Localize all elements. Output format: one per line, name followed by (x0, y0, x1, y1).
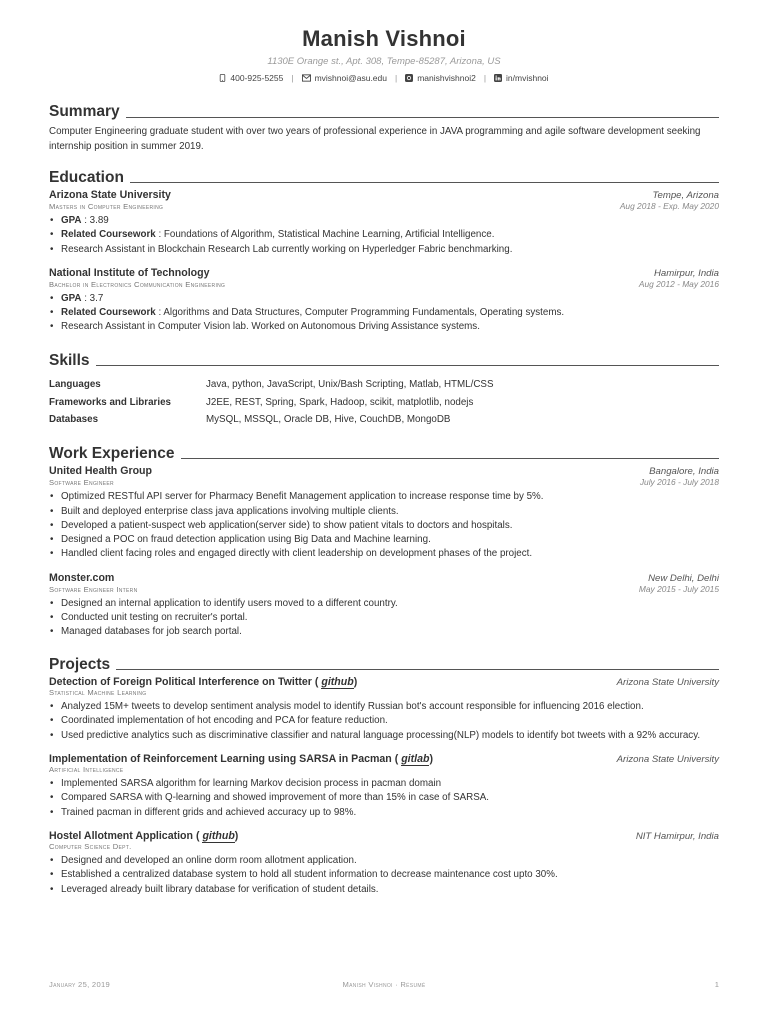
contact-separator: | (483, 73, 487, 83)
section-title: Projects (49, 655, 111, 673)
location: Tempe, Arizona (652, 190, 719, 201)
contact-github[interactable] (405, 73, 476, 83)
work-entry (49, 465, 719, 561)
list-item: • Research Assistant in Computer Vision lab. Worked on Autonomous Driving Assistance systems. (49, 320, 719, 334)
skills-table (49, 376, 719, 429)
list-item: • Designed a POC on fraud detection application using Big Data and Machine learning. (49, 533, 719, 547)
list-item: • Designed an internal application to identify users moved to a different country. (49, 597, 719, 611)
contact-bar (49, 73, 719, 83)
contact-separator: | (291, 73, 294, 83)
company: Monster.com (49, 571, 115, 584)
section-work-heading (49, 446, 719, 462)
project-course: Artificial Intelligence (49, 765, 124, 775)
education-entry (49, 189, 719, 257)
section-rule (126, 117, 719, 118)
job-title: Software Engineer Intern (49, 584, 138, 594)
date-range: May 2015 - July 2015 (638, 583, 719, 594)
section-projects-heading (49, 657, 719, 673)
company: United Health Group (49, 465, 152, 478)
section-rule (130, 182, 719, 183)
section-rule (181, 458, 720, 459)
skill-row: Languages Java, python, JavaScript, Unix/Bash Scripting, Matlab, HTML/CSS (49, 379, 494, 391)
gitlab-link[interactable]: gitlab (401, 753, 430, 766)
phone-icon (219, 74, 226, 82)
resume-page (49, 0, 719, 897)
github-text: manishvishnoi2 (417, 73, 476, 83)
contact-separator: | (395, 73, 398, 83)
contact-email[interactable] (302, 73, 387, 83)
date-range: Aug 2018 - Exp. May 2020 (619, 201, 719, 211)
list-item: • GPA : 3.7 (49, 292, 719, 306)
github-link[interactable]: github (202, 829, 235, 842)
education-entry (49, 267, 719, 335)
linkedin-text: in/mvishnoi (506, 73, 549, 83)
list-item: • Leveraged already built library database for verification of student details. (49, 883, 719, 897)
list-item: • Managed databases for job search portal. (49, 625, 719, 639)
project-course: Statistical Machine Learning (49, 688, 147, 698)
project-entry (49, 830, 719, 897)
list-item: • Optimized RESTful API server for Pharmacy Benefit Management application to increase response time by 5%. (49, 490, 719, 504)
page-number: 1 (714, 980, 719, 989)
section-education-heading (49, 170, 719, 186)
list-item: • Trained pacman in different grids and achieved accuracy up to 98%. (49, 806, 719, 820)
contact-phone[interactable] (219, 73, 283, 83)
list-item: • Implemented SARSA algorithm for learning Markov decision process in pacman domain (49, 777, 719, 791)
project-entry (49, 753, 719, 820)
footer-date: January 25, 2019 (49, 980, 111, 989)
location: Hamirpur, India (653, 267, 719, 279)
section-summary-heading (49, 104, 719, 120)
section-title: Work Experience (49, 444, 175, 462)
location: Arizona State University (616, 754, 719, 766)
work-entry (49, 572, 719, 640)
list-item: • Established a centralized database system to hold all student information to decrease maintenance cost upto 30%. (49, 868, 719, 882)
section-title: Skills (49, 351, 90, 369)
project-title: Implementation of Reinforcement Learning using SARSA in Pacman ( gitlab) (49, 753, 433, 766)
email-text: mvishnoi@asu.edu (314, 73, 387, 83)
section-title: Summary (49, 103, 120, 120)
list-item: • Analyzed 15M+ tweets to develop sentiment analysis model to identify Russian bot's account responsible for influencing 2016 election. (49, 700, 719, 714)
list-item: • Developed a patient-suspect web application(server side) to show patient vitals to doctors and hospitals. (49, 519, 719, 533)
location: NIT Hamirpur, India (635, 830, 719, 842)
degree: Masters in Computer Engineering (49, 202, 164, 211)
footer-title: Manish Vishnoi · Résumé (342, 980, 426, 989)
list-item: • Research Assistant in Blockchain Research Lab currently working on Hyperledger Fabric benchmarking. (49, 243, 719, 257)
location: Bangalore, India (649, 466, 719, 478)
project-title: Hostel Allotment Application ( github) (49, 829, 239, 842)
institution: Arizona State University (49, 189, 171, 201)
list-item: • Coordinated implementation of hot encoding and PCA for feature reduction. (49, 714, 719, 728)
github-icon (405, 74, 413, 82)
section-rule (96, 365, 720, 366)
list-item: • Conducted unit testing on recruiter's portal. (49, 611, 719, 625)
section-skills-heading (49, 353, 719, 369)
github-link[interactable]: github (321, 676, 354, 689)
project-title: Detection of Foreign Political Interference on Twitter ( github) (49, 676, 358, 689)
project-course: Computer Science Dept. (49, 841, 132, 851)
job-title: Software Engineer (49, 478, 114, 488)
skill-row: Frameworks and Libraries J2EE, REST, Spring, Spark, Hadoop, scikit, matplotlib, nodejs (49, 396, 474, 408)
section-rule (116, 669, 719, 670)
list-item: • Compared SARSA with Q-learning and showed improvement of more than 15% in case of SARSA. (49, 791, 719, 805)
list-item: • Used predictive analytics such as discriminative classifier and natural language processing(NLP) models to identify bot tweets with a 92% accuracy. (49, 729, 719, 743)
summary-text: Computer Engineering graduate student with over two years of professional experience in JAVA programming and agile software development seeking internship position in summer 2019. (49, 125, 701, 152)
project-entry (49, 676, 719, 743)
list-item: • Handled client facing roles and engaged directly with client leadership on development phases of the project. (49, 547, 719, 561)
linkedin-icon (494, 74, 502, 82)
address: 1130E Orange st., Apt. 308, Tempe-85287, Arizona, US (267, 56, 501, 67)
list-item: • Related Coursework : Algorithms and Data Structures, Computer Programming Fundamentals, Operating systems. (49, 306, 719, 320)
contact-linkedin[interactable] (494, 73, 549, 83)
list-item: • Designed and developed an online dorm room allotment application. (49, 854, 719, 868)
institution: National Institute of Technology (49, 266, 210, 279)
list-item: • Built and deployed enterprise class java applications involving multiple clients. (49, 505, 719, 519)
email-icon (302, 74, 311, 82)
date-range: July 2016 - July 2018 (639, 477, 719, 488)
resume-header (49, 0, 719, 83)
phone-text: 400-925-5255 (230, 73, 284, 83)
section-title: Education (49, 168, 124, 186)
location: Arizona State University (616, 677, 719, 689)
candidate-name: Manish Vishnoi (302, 26, 466, 51)
skill-row: Databases MySQL, MSSQL, Oracle DB, Hive, CouchDB, MongoDB (49, 414, 451, 426)
list-item: • Related Coursework : Foundations of Algorithm, Statistical Machine Learning, Artificial Intelligence. (49, 228, 719, 242)
list-item: • GPA : 3.89 (49, 214, 719, 228)
location: New Delhi, Delhi (648, 572, 719, 584)
date-range: Aug 2012 - May 2016 (638, 278, 719, 289)
degree: Bachelor in Electronics Communication Engineering (49, 279, 226, 289)
